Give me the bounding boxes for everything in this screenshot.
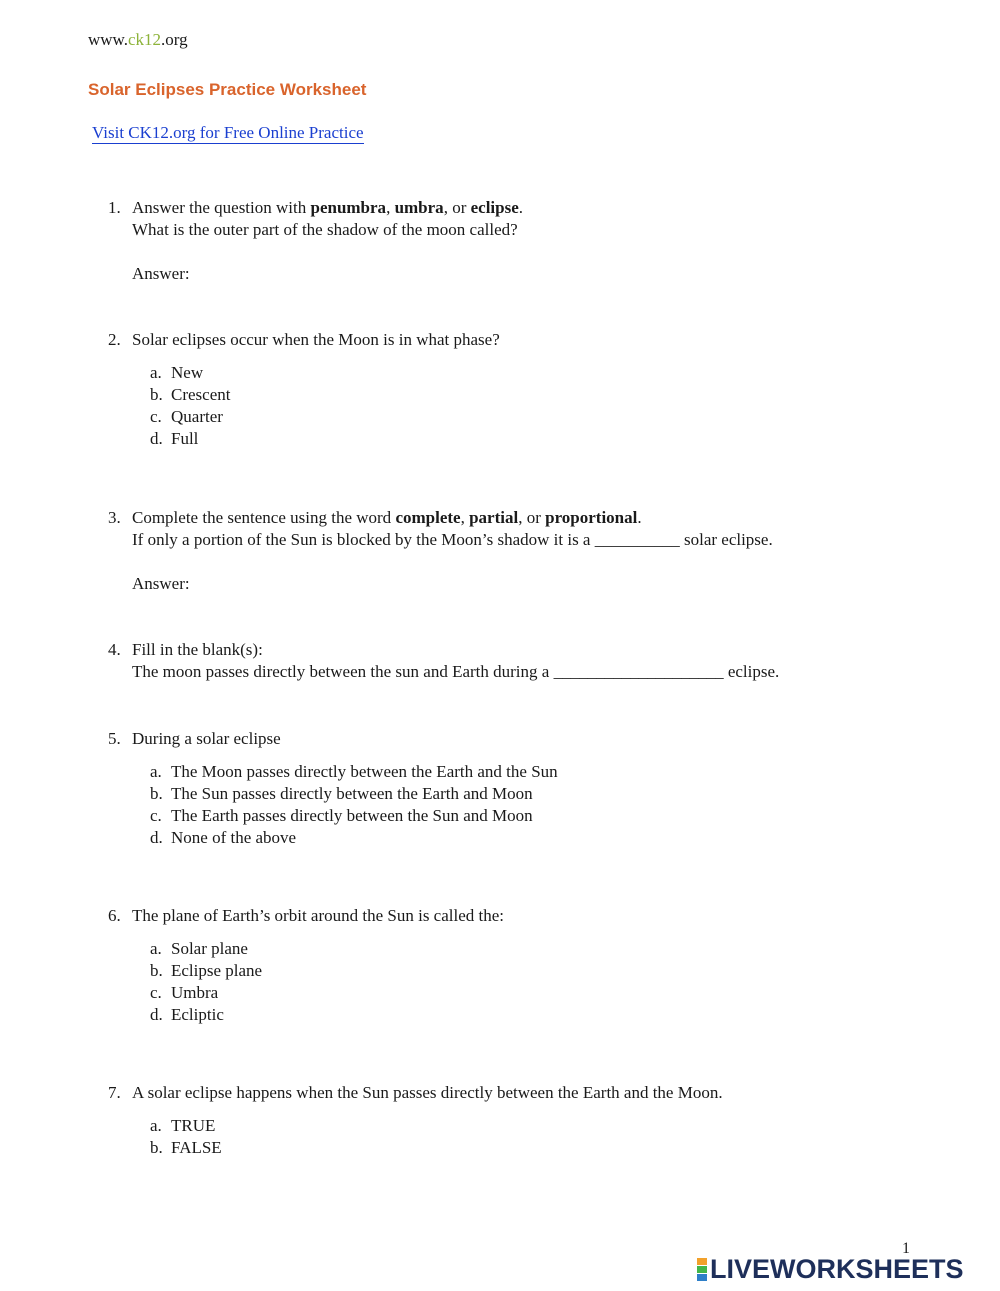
site-url-mid: ck12 — [127, 30, 162, 49]
option-d[interactable]: d. None of the above — [150, 828, 297, 847]
question-number: 5. — [108, 729, 121, 748]
option-c[interactable]: c. Umbra — [150, 983, 219, 1002]
option-b[interactable]: b. Crescent — [150, 385, 231, 404]
option-c[interactable]: c. The Earth passes directly between the Sun and Moon — [150, 806, 533, 825]
site-url-prefix: www. — [88, 30, 128, 49]
logo-squares-icon — [697, 1258, 707, 1281]
question-text: The moon passes directly between the sun and Earth during a ____________________ eclipse. — [132, 662, 780, 681]
site-url-suffix: .org — [161, 30, 188, 49]
page-title: Solar Eclipses Practice Worksheet — [88, 80, 367, 99]
liveworksheets-logo — [697, 1254, 964, 1284]
question-number: 6. — [108, 906, 121, 925]
question-instruction: Complete the sentence using the word complete, partial, or proportional. — [132, 508, 642, 527]
answer-label: Answer: — [132, 574, 190, 593]
page-number: 1 — [902, 1240, 910, 1257]
question-number: 1. — [108, 198, 121, 217]
logo-square — [697, 1274, 707, 1281]
answer-label: Answer: — [132, 264, 190, 283]
option-b[interactable]: b. FALSE — [150, 1138, 222, 1157]
question-text: What is the outer part of the shadow of the moon called? — [132, 220, 518, 239]
question-number: 4. — [108, 640, 121, 659]
option-d[interactable]: d. Ecliptic — [150, 1005, 224, 1024]
question-text: During a solar eclipse — [132, 729, 281, 748]
option-b[interactable]: b. The Sun passes directly between the Earth and Moon — [150, 784, 533, 803]
option-d[interactable]: d. Full — [150, 429, 199, 448]
option-a[interactable]: a. TRUE — [150, 1116, 216, 1135]
option-a[interactable]: a. New — [150, 363, 204, 382]
question-number: 7. — [108, 1083, 121, 1102]
option-b[interactable]: b. Eclipse plane — [150, 961, 263, 980]
logo-square — [697, 1258, 707, 1265]
question-text: The plane of Earth’s orbit around the Sun is called the: — [132, 906, 505, 925]
option-c[interactable]: c. Quarter — [150, 407, 223, 426]
question-instruction: Answer the question with penumbra, umbra, or eclipse. — [132, 198, 524, 217]
question-instruction: Fill in the blank(s): — [132, 640, 263, 659]
question-text: A solar eclipse happens when the Sun passes directly between the Earth and the Moon. — [132, 1083, 723, 1102]
option-a[interactable]: a. The Moon passes directly between the Earth and the Sun — [150, 762, 558, 781]
question-number: 2. — [108, 330, 121, 349]
option-a[interactable]: a. Solar plane — [150, 939, 248, 958]
practice-link[interactable]: Visit CK12.org for Free Online Practice — [92, 123, 364, 142]
logo-square — [697, 1266, 707, 1273]
site-url — [88, 30, 188, 50]
question-text: If only a portion of the Sun is blocked by the Moon’s shadow it is a __________ solar eclipse. — [132, 530, 773, 549]
question-text: Solar eclipses occur when the Moon is in what phase? — [132, 330, 500, 349]
question-number: 3. — [108, 508, 121, 527]
brand-name: LIVEWORKSHEETS — [710, 1253, 964, 1284]
